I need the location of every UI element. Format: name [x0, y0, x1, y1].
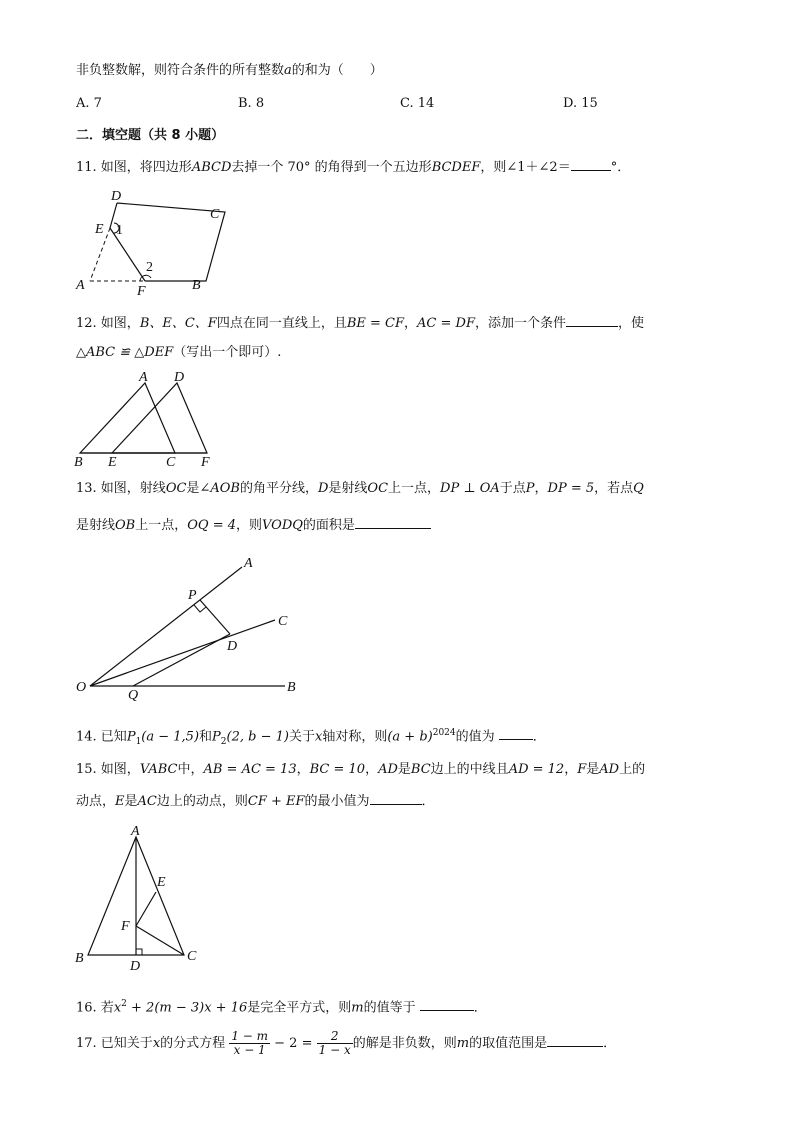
q17-a: 17. 已知关于 [76, 1036, 153, 1051]
q11-label-2: 2 [146, 260, 153, 275]
q12-label-a: A [139, 370, 148, 385]
q13-label-a: A [244, 556, 253, 571]
q15-l1d: ， [365, 762, 379, 777]
q14-p1-coord: (a − 1,5) [141, 729, 200, 745]
q15-l1b: 中， [177, 762, 204, 777]
q10-option-c: C. 14 [400, 96, 435, 111]
q10-option-a: A. 7 [76, 96, 102, 111]
q15-abc: VABC [139, 762, 178, 777]
q15-l2a: 动点， [76, 794, 116, 809]
q14-p1: P [126, 729, 136, 745]
q15-l1i: 上的 [619, 762, 646, 777]
q12-label-d: D [174, 370, 185, 385]
q17-answer-blank[interactable] [547, 1034, 603, 1047]
q12-l1f: ，使 [617, 316, 644, 331]
q12-figure [70, 370, 220, 470]
q12-l1a: 12. 如图， [76, 316, 140, 331]
q11-text-b: 去掉一个 70° 的角得到一个五边形 [231, 160, 432, 175]
q13-l2b: 上一点， [135, 518, 188, 533]
q11-label-d: D [111, 189, 122, 204]
q13-oc2: OC [367, 481, 389, 496]
q16-expr1: x [113, 1000, 122, 1016]
q15-l1c: ， [296, 762, 310, 777]
q11-figure [70, 185, 240, 299]
q16-m: m [351, 1000, 364, 1016]
q15-sum: CF + EF [247, 794, 305, 809]
q13-l1b: 是 [186, 481, 200, 496]
q16-a: 16. 若 [76, 1000, 114, 1016]
q17-line [76, 1030, 616, 1058]
q15-f: F [577, 762, 587, 777]
q15-figure [70, 822, 210, 972]
q12-eq2: AC = DF [417, 316, 475, 331]
q14-line [76, 724, 546, 751]
q15-eq1: AB = AC = 13 [203, 762, 297, 777]
q13-answer-blank[interactable] [355, 516, 431, 529]
q12-eq1: BE = CF [346, 316, 405, 331]
q16-answer-blank[interactable] [420, 998, 474, 1011]
q15-label-c: C [187, 949, 197, 964]
q13-l1f: 于点 [499, 481, 526, 496]
q15-label-f: F [121, 919, 130, 934]
q14-f: ． [532, 729, 546, 745]
q13-line2 [76, 516, 431, 535]
q12-points: B、E、C、F [139, 316, 217, 331]
q17-m: m [456, 1036, 470, 1051]
q13-label-q: Q [128, 688, 139, 703]
q15-l1f: 边上的中线且 [430, 762, 509, 777]
q13-d: D [317, 481, 329, 496]
q17-x: x [152, 1036, 161, 1051]
q16-sq: 2 [121, 999, 127, 1009]
q11-text-c: ，则∠1＋∠2＝ [480, 160, 571, 175]
q16-c: 的值等于 [363, 1000, 416, 1016]
q14-p2-sub: 2 [220, 736, 227, 747]
q10-var: a [284, 63, 292, 78]
q13-l2c: ，则 [236, 518, 263, 533]
q15-ad2: AD [599, 762, 620, 777]
q15-eq3: AD = 12 [508, 762, 565, 777]
q13-aob: ∠AOB [199, 481, 240, 496]
q15-answer-blank[interactable] [370, 792, 422, 805]
q15-line1 [76, 761, 645, 779]
q14-p2: P [212, 729, 221, 745]
q14-d: 轴对称，则 [322, 729, 388, 745]
q13-oc: OC [165, 481, 187, 496]
q14-a: 14. 已知 [76, 729, 127, 745]
q17-b: 的分式方程 [160, 1036, 226, 1051]
q17-den1: x − 1 [233, 1043, 266, 1057]
q11-abcd: ABCD [191, 160, 232, 175]
q17-den2: 1 − x [318, 1043, 351, 1057]
q14-answer-blank[interactable] [499, 727, 533, 740]
q12-l1e: ，添加一个条件 [474, 316, 566, 331]
q17-c: 的解是非负数，则 [352, 1036, 457, 1051]
q17-fraction-1 [229, 1030, 270, 1057]
q12-l1d: ， [404, 316, 418, 331]
q15-ad: AD [378, 762, 398, 777]
q13-label-p: P [188, 588, 197, 603]
q10-option-d: D. 15 [563, 96, 598, 111]
q11-label-c: C [210, 207, 220, 222]
q15-l2d: 的最小值为 [304, 794, 370, 809]
q12-l1c: 四点在同一直线上，且 [216, 316, 347, 331]
q12-line2 [76, 344, 281, 362]
q12-line1 [76, 314, 644, 333]
q11-label-a: A [76, 278, 85, 293]
q15-line2 [76, 792, 435, 811]
q13-line1 [76, 480, 644, 498]
q13-p: P [525, 481, 535, 496]
q13-label-o: O [76, 680, 87, 695]
q12-l2b: （写出一个即可）. [173, 345, 282, 360]
q15-l1a: 15. 如图， [76, 762, 140, 777]
q12-answer-blank[interactable] [566, 314, 618, 327]
q15-l1h: 是 [586, 762, 600, 777]
q15-l1g: ， [564, 762, 578, 777]
q15-label-d: D [130, 959, 141, 974]
q10-text: 非负整数解，则符合条件的所有整数 [76, 63, 285, 78]
q11-text-a: 11. 如图，将四边形 [76, 160, 192, 175]
q14-p1-sub: 1 [135, 736, 142, 747]
q14-exp: 2024 [432, 728, 456, 738]
q16-d: ． [473, 1000, 487, 1016]
q14-c: 关于 [288, 729, 315, 745]
q12-label-f: F [201, 455, 210, 470]
q13-label-d: D [227, 639, 238, 654]
q11-answer-blank[interactable] [571, 158, 611, 171]
q11-label-e: E [95, 222, 104, 237]
q17-fraction-2 [317, 1030, 353, 1057]
q15-ac: AC [137, 794, 157, 809]
q15-l1e: 是 [397, 762, 411, 777]
q11-label-f: F [137, 284, 146, 299]
q12-label-b: B [74, 455, 83, 470]
q15-l2c: 边上的动点，则 [156, 794, 248, 809]
q13-l1a: 13. 如图，射线 [76, 481, 166, 496]
q13-l1d: 是射线 [328, 481, 368, 496]
q15-label-a: A [131, 824, 140, 839]
q13-label-c: C [278, 614, 288, 629]
q12-label-e: E [108, 455, 117, 470]
q10-line [76, 62, 383, 80]
q13-odq: VODQ [262, 518, 303, 533]
q17-num1: 1 − m [231, 1029, 269, 1043]
q10-option-b: B. 8 [238, 96, 265, 111]
q15-l2e: ． [421, 794, 435, 809]
q14-b: 和 [199, 729, 213, 745]
q15-bc: BC [410, 762, 431, 777]
q11-bcdef: BCDEF [431, 160, 481, 175]
q13-figure [70, 550, 310, 703]
q11-text [76, 158, 630, 177]
q15-label-b: B [75, 951, 84, 966]
q13-label-b: B [287, 680, 296, 695]
q13-oq: OQ = 4 [187, 518, 236, 533]
q11-text-d: °． [610, 160, 631, 175]
q17-num2: 2 [317, 1030, 353, 1044]
q14-x: x [314, 729, 323, 745]
q16-expr2: + 2(m − 3)x + 16 [126, 1000, 248, 1016]
q10-end: 的和为（ ） [291, 63, 383, 78]
q13-l2d: 的面积是 [302, 518, 355, 533]
q13-l1e: 上一点， [388, 481, 441, 496]
q16-b: 是完全平方式，则 [247, 1000, 352, 1016]
q17-mid: − 2 = [274, 1036, 313, 1051]
q14-expr: (a + b) [387, 729, 433, 745]
q11-label-b: B [192, 278, 201, 293]
q15-l2b: 是 [124, 794, 138, 809]
q15-e: E [115, 794, 125, 809]
q17-d: 的取值范围是 [469, 1036, 548, 1051]
q13-l2a: 是射线 [76, 518, 116, 533]
q13-l1g: ， [534, 481, 548, 496]
q16-line [76, 995, 487, 1017]
q13-ob: OB [115, 518, 136, 533]
q15-eq2: BC = 10 [309, 762, 366, 777]
section-title: 二．填空题（共 8 小题） [76, 128, 225, 143]
q13-q: Q [633, 481, 644, 496]
q12-congruence: △ABC ≌ △DEF [76, 345, 174, 360]
q12-label-c: C [166, 455, 176, 470]
q17-e: ． [603, 1036, 617, 1051]
q13-dp: DP = 5 [547, 481, 595, 496]
q14-e: 的值为 [455, 729, 495, 745]
q13-l1c: 的角平分线， [239, 481, 318, 496]
q11-label-1: 1 [116, 223, 123, 238]
q13-l1h: ，若点 [594, 481, 634, 496]
q14-p2-coord: (2, b − 1) [226, 729, 289, 745]
q13-perp: DP ⊥ OA [440, 481, 500, 496]
q15-label-e: E [157, 875, 166, 890]
